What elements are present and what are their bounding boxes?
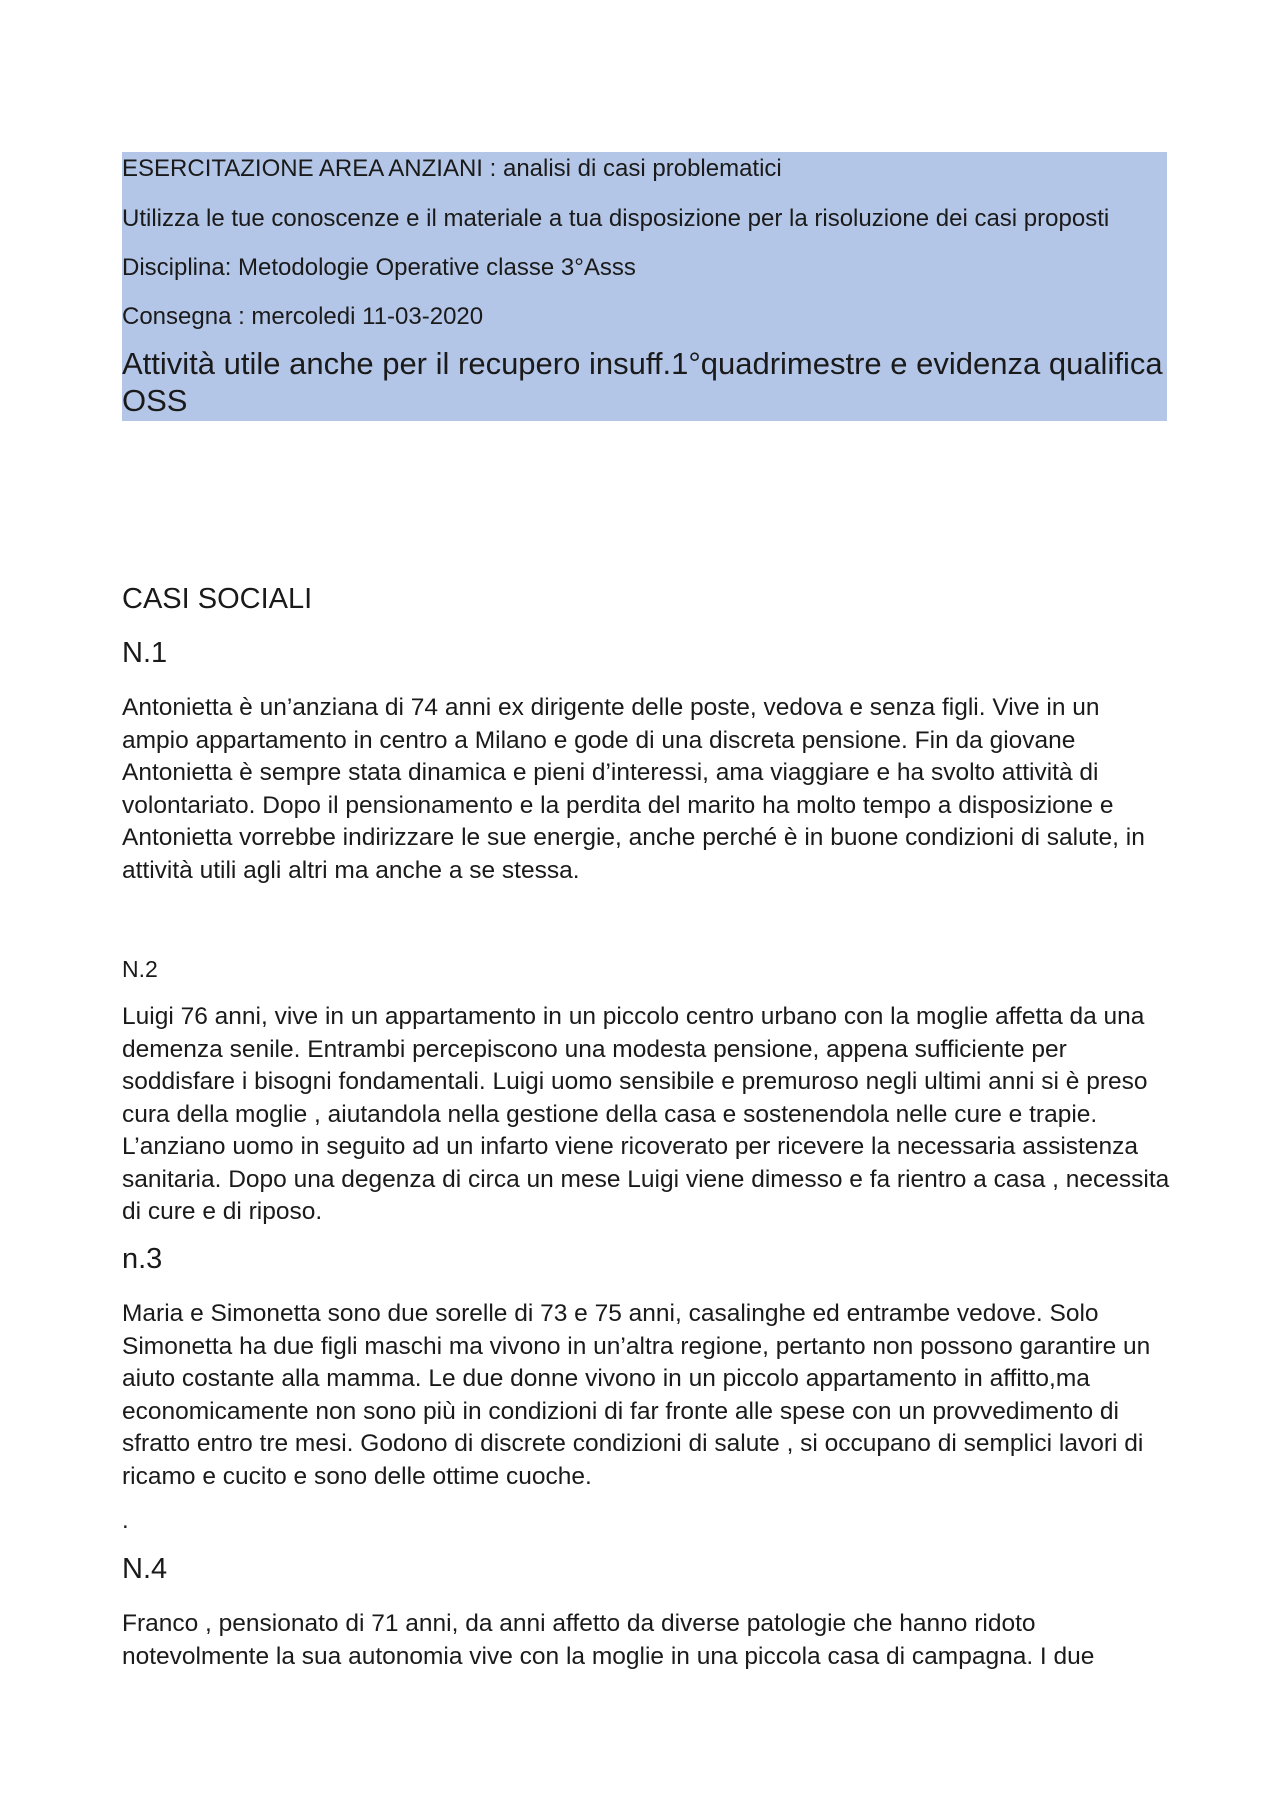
deadline-line: Consegna : mercoledi 11-03-2020 [122, 303, 484, 330]
document-page [122, 152, 1170, 1670]
section-title: CASI SOCIALI [122, 583, 313, 615]
case-label-3: n.3 [122, 1243, 163, 1275]
case-text-4: Franco , pensionato di 71 anni, da anni affetto da diverse patologie che hanno ridoto notevolmente la sua autonomia vive con la moglie in una piccola casa di campagna. I due [122, 1610, 1095, 1670]
discipline-line: Disciplina: Metodologie Operative classe 3°Asss [122, 254, 636, 281]
case-label-2: N.2 [122, 956, 158, 982]
case-label-1: N.1 [122, 637, 168, 669]
exercise-instructions: Utilizza le tue conoscenze e il materiale a tua disposizione per la risoluzione dei casi proposti [122, 205, 1110, 232]
case-text-3: Maria e Simonetta sono due sorelle di 73 e 75 anni, casalinghe ed entrambe vedove. Solo Simonetta ha due figli maschi ma vivono in un’altra regione, pertanto non possono garantire un aiuto costante alla mamma. Le due donne vivono in un piccolo appartamento in affitto,ma economicamente non sono più in condizioni di far fronte alle spese con un provvedimento di sfratto entro tre mesi. Godono di discrete condizioni di salute , si occupano di semplici lavori di ricamo e cucito e sono delle ottime cuoche. [122, 1300, 1151, 1490]
separator-dot: . [122, 1507, 129, 1534]
case-label-4: N.4 [122, 1553, 168, 1585]
activity-note: Attività utile anche per il recupero insuff.1°quadrimestre e evidenza qualifica OSS [122, 346, 1163, 418]
header-box [122, 152, 1167, 421]
case-text-2: Luigi 76 anni, vive in un appartamento in un piccolo centro urbano con la moglie affetta da una demenza senile. Entrambi percepiscono una modesta pensione, appena sufficiente per soddisfare i bisogni fondamentali. Luigi uomo sensibile e premuroso negli ultimi anni si è preso cura della moglie , aiutandola nella gestione della casa e sostenendola nelle cure e trapie. L’anziano uomo in seguito ad un infarto viene ricoverato per ricevere la necessaria assistenza sanitaria. Dopo una degenza di circa un mese Luigi viene dimesso e fa rientro a casa , necessita di cure e di riposo. [122, 1003, 1170, 1225]
case-text-1: Antonietta è un’anziana di 74 anni ex dirigente delle poste, vedova e senza figli. Vive in un ampio appartamento in centro a Milano e gode di una discreta pensione. Fin da giovane Antonietta è sempre stata dinamica e pieni d’interessi, ama viaggiare e ha svolto attività di volontariato. Dopo il pensionamento e la perdita del marito ha molto tempo a disposizione e Antonietta vorrebbe indirizzare le sue energie, anche perché è in buone condizioni di salute, in attività utili agli altri ma anche a se stessa. [122, 694, 1145, 884]
exercise-title: ESERCITAZIONE AREA ANZIANI : analisi di casi problematici [122, 155, 782, 182]
